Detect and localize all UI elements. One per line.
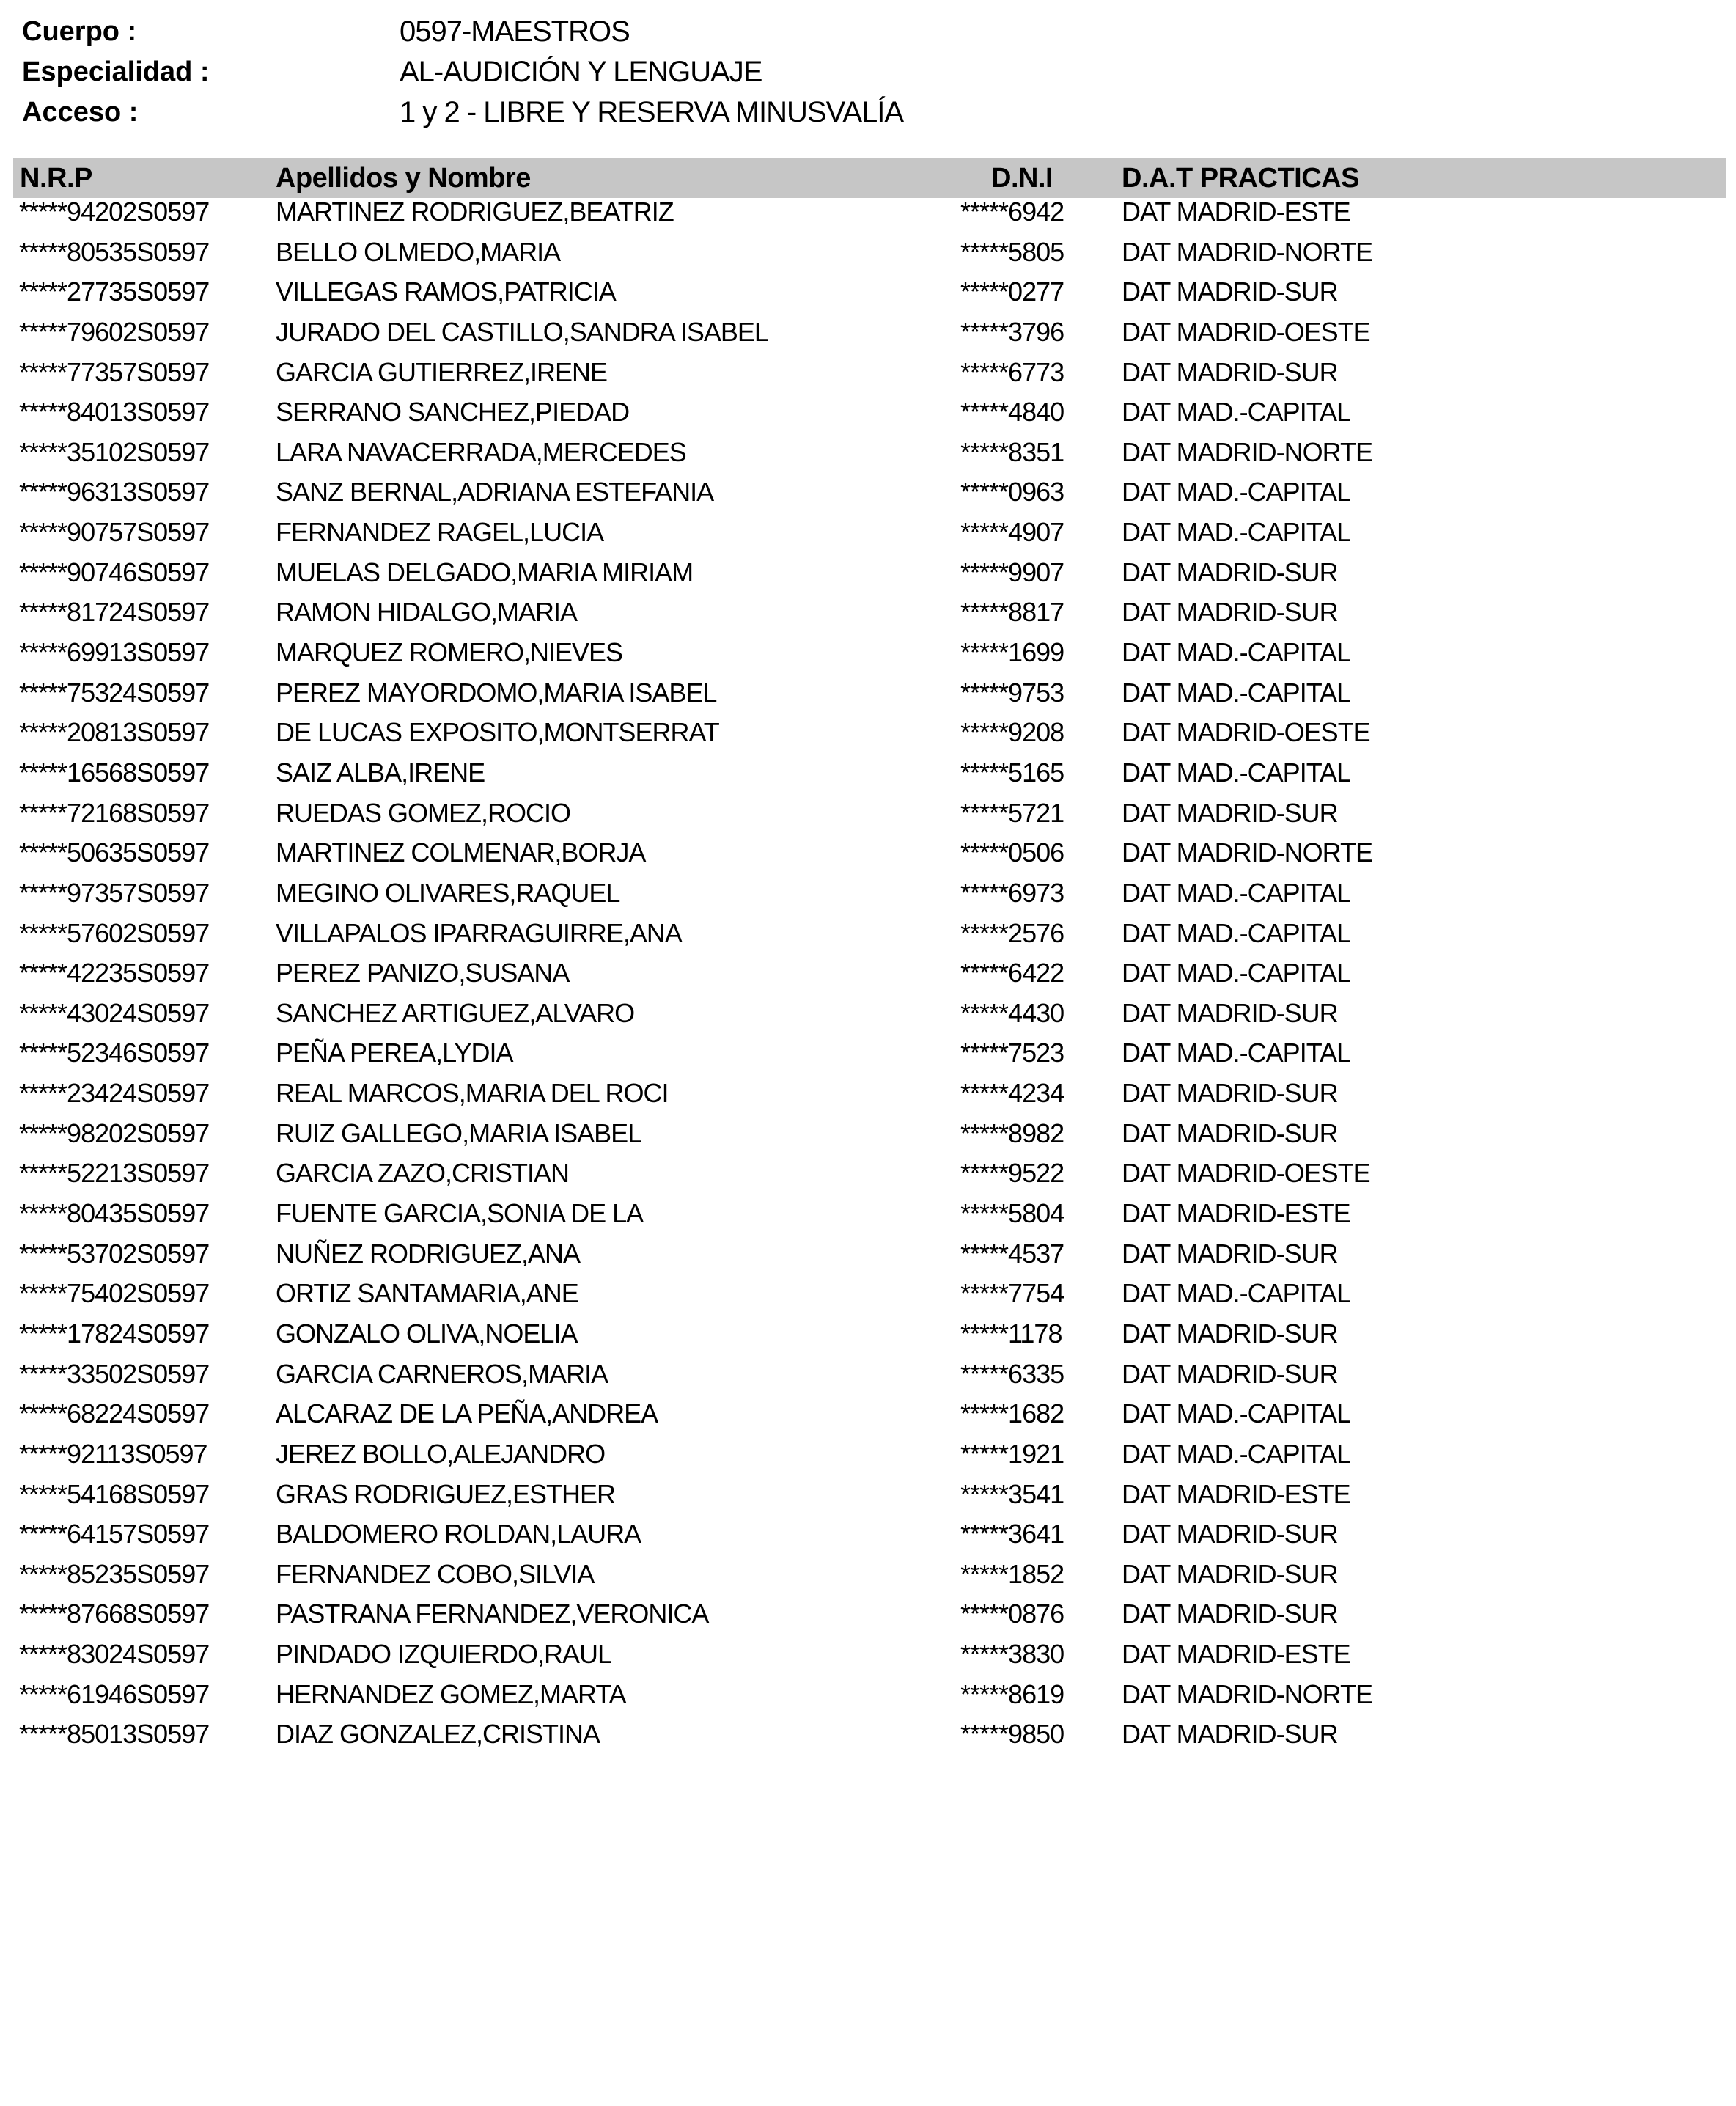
cell-dni: *****4840 [960,397,1064,428]
cell-name: LARA NAVACERRADA,MERCEDES [276,436,686,467]
column-header-nrp: N.R.P [20,163,92,194]
table-row [0,1514,1736,1555]
cell-dat: DAT MADRID-SUR [1122,356,1338,387]
cell-dni: *****8817 [960,597,1064,628]
cell-dat: DAT MAD.-CAPITAL [1122,1398,1351,1429]
acceso-label: Acceso : [22,97,139,128]
table-row [0,953,1736,994]
table-row [0,633,1736,673]
cell-dni: *****6773 [960,356,1064,387]
cell-dni: *****9850 [960,1719,1064,1750]
cell-nrp: *****96313S0597 [19,477,210,507]
cell-nrp: *****84013S0597 [19,397,210,428]
table-row [0,312,1736,353]
cell-dat: DAT MADRID-SUR [1122,1118,1338,1148]
table-row [0,553,1736,593]
cell-name: SANZ BERNAL,ADRIANA ESTEFANIA [276,477,714,507]
cell-nrp: *****43024S0597 [19,997,210,1028]
table-row [0,1475,1736,1515]
cell-dni: *****7523 [960,1038,1064,1068]
cell-dat: DAT MADRID-SUR [1122,1238,1338,1269]
cell-dat: DAT MADRID-SUR [1122,1558,1338,1589]
cell-nrp: *****87668S0597 [19,1599,210,1629]
cell-dni: *****9522 [960,1158,1064,1189]
table-row [0,1153,1736,1194]
cell-nrp: *****85013S0597 [19,1719,210,1750]
cell-dat: DAT MADRID-SUR [1122,1599,1338,1629]
cell-dat: DAT MADRID-SUR [1122,1719,1338,1750]
cell-name: MARQUEZ ROMERO,NIEVES [276,637,623,668]
cell-dni: *****4430 [960,997,1064,1028]
cell-name: RUEDAS GOMEZ,ROCIO [276,797,571,828]
cell-nrp: *****81724S0597 [19,597,210,628]
cell-dni: *****9208 [960,717,1064,748]
cell-dni: *****5165 [960,757,1064,788]
cell-dni: *****5721 [960,797,1064,828]
cell-name: FUENTE GARCIA,SONIA DE LA [276,1198,644,1229]
table-row [0,994,1736,1034]
cell-dni: *****8982 [960,1118,1064,1148]
cell-dat: DAT MADRID-SUR [1122,797,1338,828]
cell-dni: *****1178 [960,1318,1062,1349]
table-row [0,1033,1736,1074]
table-row [0,1194,1736,1234]
acceso-value: 1 y 2 - LIBRE Y RESERVA MINUSVALÍA [400,96,904,128]
cell-dat: DAT MAD.-CAPITAL [1122,397,1351,428]
column-header-dni: D.N.I [991,163,1053,194]
cell-name: DIAZ GONZALEZ,CRISTINA [276,1719,600,1750]
cell-nrp: *****54168S0597 [19,1478,210,1509]
cell-nrp: *****50635S0597 [19,837,210,868]
cell-dat: DAT MADRID-SUR [1122,1078,1338,1109]
cell-dat: DAT MAD.-CAPITAL [1122,917,1351,948]
cell-dat: DAT MADRID-SUR [1122,276,1338,307]
cell-dni: *****0876 [960,1599,1064,1629]
table-row [0,1234,1736,1274]
cell-dni: *****1852 [960,1558,1064,1589]
table-row [0,353,1736,393]
table-row [0,833,1736,873]
cell-dat: DAT MAD.-CAPITAL [1122,677,1351,708]
cell-name: RAMON HIDALGO,MARIA [276,597,578,628]
cell-dat: DAT MADRID-NORTE [1122,837,1373,868]
cell-name: SERRANO SANCHEZ,PIEDAD [276,397,630,428]
table-row [0,793,1736,834]
cell-nrp: *****90746S0597 [19,557,210,587]
table-row [0,192,1736,232]
cell-name: GONZALO OLIVA,NOELIA [276,1318,578,1349]
table-row [0,914,1736,954]
column-header-dat: D.A.T PRACTICAS [1122,163,1359,194]
table-row [0,392,1736,433]
cell-dat: DAT MAD.-CAPITAL [1122,1038,1351,1068]
cell-name: ALCARAZ DE LA PEÑA,ANDREA [276,1398,658,1429]
cell-name: HERNANDEZ GOMEZ,MARTA [276,1678,626,1709]
cell-name: NUÑEZ RODRIGUEZ,ANA [276,1238,581,1269]
cell-dat: DAT MADRID-ESTE [1122,1639,1350,1670]
cell-dni: *****3541 [960,1478,1064,1509]
cell-dni: *****6973 [960,877,1064,908]
cell-dat: DAT MAD.-CAPITAL [1122,477,1351,507]
table-body [0,192,1736,1755]
cell-nrp: *****52213S0597 [19,1158,210,1189]
cell-name: PASTRANA FERNANDEZ,VERONICA [276,1599,709,1629]
cell-nrp: *****16568S0597 [19,757,210,788]
table-row [0,1314,1736,1354]
cell-dat: DAT MAD.-CAPITAL [1122,517,1351,548]
especialidad-label: Especialidad : [22,56,210,87]
cell-dni: *****1921 [960,1438,1064,1469]
cell-dni: *****1699 [960,637,1064,668]
cell-name: VILLAPALOS IPARRAGUIRRE,ANA [276,917,682,948]
cell-name: MARTINEZ COLMENAR,BORJA [276,837,646,868]
cell-dni: *****0277 [960,276,1064,307]
table-row [0,753,1736,793]
cell-nrp: *****52346S0597 [19,1038,210,1068]
cell-dni: *****3641 [960,1519,1064,1549]
cell-nrp: *****68224S0597 [19,1398,210,1429]
cell-nrp: *****90757S0597 [19,517,210,548]
table-row [0,673,1736,713]
cell-dat: DAT MADRID-SUR [1122,557,1338,587]
cell-nrp: *****33502S0597 [19,1358,210,1389]
cell-name: GRAS RODRIGUEZ,ESTHER [276,1478,616,1509]
cell-name: GARCIA GUTIERREZ,IRENE [276,356,608,387]
cell-nrp: *****72168S0597 [19,797,210,828]
cell-nrp: *****69913S0597 [19,637,210,668]
cell-nrp: *****80435S0597 [19,1198,210,1229]
cell-dat: DAT MAD.-CAPITAL [1122,1278,1351,1309]
cell-nrp: *****35102S0597 [19,436,210,467]
cell-dat: DAT MADRID-OESTE [1122,316,1370,347]
cell-name: JURADO DEL CASTILLO,SANDRA ISABEL [276,316,768,347]
cell-nrp: *****27735S0597 [19,276,210,307]
cell-name: PEÑA PEREA,LYDIA [276,1038,513,1068]
cell-dni: *****4234 [960,1078,1064,1109]
cell-dat: DAT MADRID-NORTE [1122,1678,1373,1709]
table-row [0,1714,1736,1755]
cell-dat: DAT MADRID-SUR [1122,597,1338,628]
cell-name: FERNANDEZ RAGEL,LUCIA [276,517,604,548]
cell-nrp: *****64157S0597 [19,1519,210,1549]
cell-dni: *****9753 [960,677,1064,708]
cell-name: RUIZ GALLEGO,MARIA ISABEL [276,1118,642,1148]
cell-dni: *****5805 [960,236,1064,267]
cell-dni: *****4537 [960,1238,1064,1269]
cell-dat: DAT MAD.-CAPITAL [1122,757,1351,788]
cell-nrp: *****80535S0597 [19,236,210,267]
cell-nrp: *****85235S0597 [19,1558,210,1589]
cell-name: MUELAS DELGADO,MARIA MIRIAM [276,557,694,587]
cell-dni: *****4907 [960,517,1064,548]
cell-nrp: *****97357S0597 [19,877,210,908]
cell-dni: *****7754 [960,1278,1064,1309]
cell-dni: *****3796 [960,316,1064,347]
cell-dni: *****3830 [960,1639,1064,1670]
cell-dni: *****6335 [960,1358,1064,1389]
cell-dni: *****1682 [960,1398,1064,1429]
cell-dni: *****8619 [960,1678,1064,1709]
column-header-name: Apellidos y Nombre [276,163,531,194]
cell-nrp: *****57602S0597 [19,917,210,948]
table-row [0,1074,1736,1114]
cell-nrp: *****79602S0597 [19,316,210,347]
cell-name: GARCIA ZAZO,CRISTIAN [276,1158,570,1189]
cell-dat: DAT MADRID-SUR [1122,1358,1338,1389]
table-row [0,1394,1736,1434]
table-row [0,513,1736,553]
cell-dni: *****9907 [960,557,1064,587]
table-row [0,232,1736,273]
cuerpo-value: 0597-MAESTROS [400,15,630,48]
cell-dat: DAT MADRID-SUR [1122,997,1338,1028]
cell-dat: DAT MADRID-NORTE [1122,236,1373,267]
cell-dat: DAT MAD.-CAPITAL [1122,637,1351,668]
cell-nrp: *****98202S0597 [19,1118,210,1148]
table-row [0,1114,1736,1154]
table-row [0,1634,1736,1675]
cell-name: MARTINEZ RODRIGUEZ,BEATRIZ [276,197,674,227]
cell-nrp: *****23424S0597 [19,1078,210,1109]
cell-dat: DAT MADRID-OESTE [1122,1158,1370,1189]
cell-nrp: *****83024S0597 [19,1639,210,1670]
cell-dat: DAT MADRID-ESTE [1122,197,1350,227]
cell-name: REAL MARCOS,MARIA DEL ROCI [276,1078,669,1109]
cell-nrp: *****17824S0597 [19,1318,210,1349]
table-row [0,272,1736,312]
cell-name: PINDADO IZQUIERDO,RAUL [276,1639,612,1670]
cell-dat: DAT MADRID-SUR [1122,1318,1338,1349]
cell-name: JEREZ BOLLO,ALEJANDRO [276,1438,606,1469]
cell-dni: *****0506 [960,837,1064,868]
cell-dni: *****8351 [960,436,1064,467]
table-row [0,1354,1736,1395]
cell-name: FERNANDEZ COBO,SILVIA [276,1558,595,1589]
cell-nrp: *****75402S0597 [19,1278,210,1309]
cell-dat: DAT MADRID-OESTE [1122,717,1370,748]
cell-dni: *****2576 [960,917,1064,948]
cell-dat: DAT MADRID-SUR [1122,1519,1338,1549]
cell-name: MEGINO OLIVARES,RAQUEL [276,877,620,908]
cell-nrp: *****20813S0597 [19,717,210,748]
cell-dat: DAT MAD.-CAPITAL [1122,1438,1351,1469]
cell-nrp: *****61946S0597 [19,1678,210,1709]
cell-nrp: *****53702S0597 [19,1238,210,1269]
table-row [0,472,1736,513]
cell-dni: *****6422 [960,958,1064,988]
cell-name: SANCHEZ ARTIGUEZ,ALVARO [276,997,635,1028]
cell-name: VILLEGAS RAMOS,PATRICIA [276,276,616,307]
cell-nrp: *****77357S0597 [19,356,210,387]
table-row [0,713,1736,753]
cell-dni: *****0963 [960,477,1064,507]
cell-dni: *****6942 [960,197,1064,227]
cell-nrp: *****42235S0597 [19,958,210,988]
cell-dat: DAT MADRID-NORTE [1122,436,1373,467]
cell-nrp: *****75324S0597 [19,677,210,708]
cell-dat: DAT MADRID-ESTE [1122,1198,1350,1229]
cell-name: BELLO OLMEDO,MARIA [276,236,561,267]
table-row [0,1555,1736,1595]
cell-dni: *****5804 [960,1198,1064,1229]
table-row [0,433,1736,473]
cell-dat: DAT MAD.-CAPITAL [1122,958,1351,988]
cell-name: PEREZ PANIZO,SUSANA [276,958,570,988]
table-row [0,1274,1736,1314]
table-row [0,1434,1736,1475]
table-row [0,873,1736,914]
table-row [0,1675,1736,1715]
cell-nrp: *****92113S0597 [19,1438,207,1469]
table-row [0,592,1736,633]
cell-name: GARCIA CARNEROS,MARIA [276,1358,608,1389]
cell-name: BALDOMERO ROLDAN,LAURA [276,1519,641,1549]
cell-name: PEREZ MAYORDOMO,MARIA ISABEL [276,677,717,708]
cell-name: DE LUCAS EXPOSITO,MONTSERRAT [276,717,719,748]
table-row [0,1594,1736,1634]
cell-dat: DAT MADRID-ESTE [1122,1478,1350,1509]
cell-dat: DAT MAD.-CAPITAL [1122,877,1351,908]
cell-nrp: *****94202S0597 [19,197,210,227]
cell-name: ORTIZ SANTAMARIA,ANE [276,1278,578,1309]
cell-name: SAIZ ALBA,IRENE [276,757,485,788]
especialidad-value: AL-AUDICIÓN Y LENGUAJE [400,56,762,88]
cuerpo-label: Cuerpo : [22,16,137,47]
